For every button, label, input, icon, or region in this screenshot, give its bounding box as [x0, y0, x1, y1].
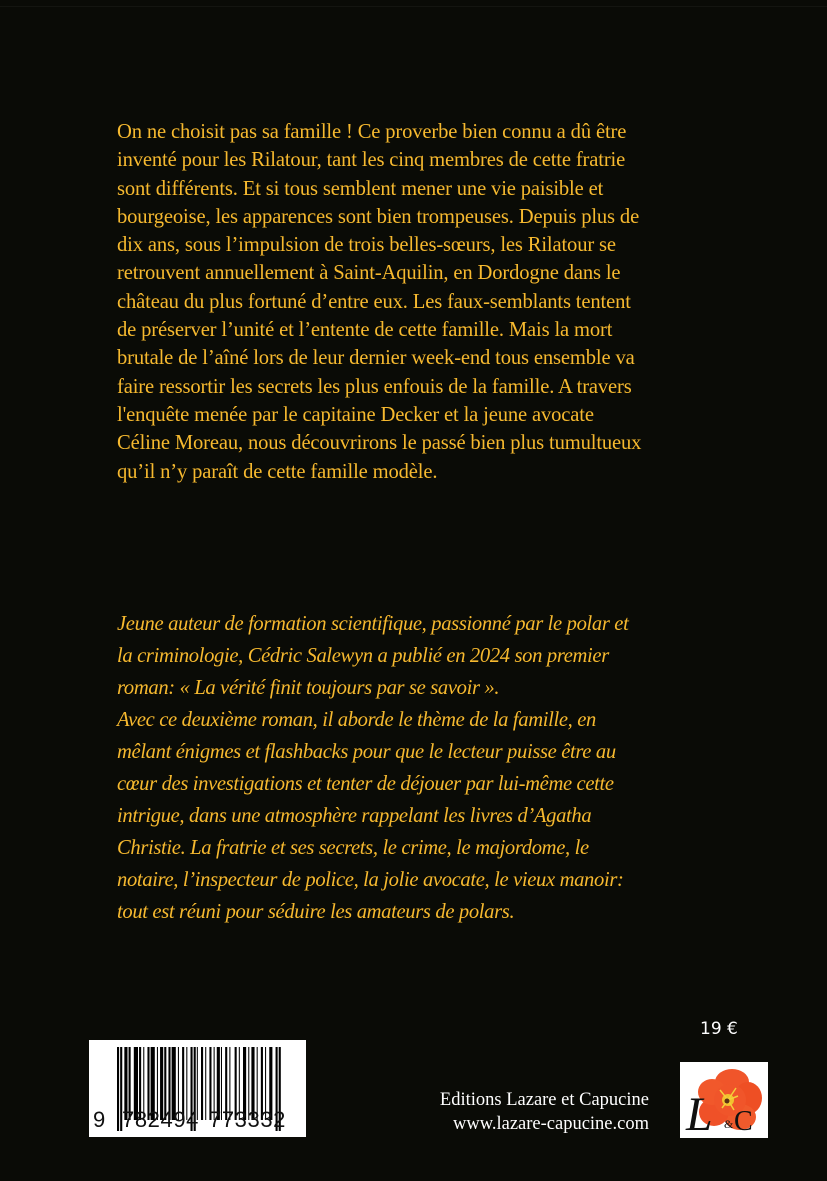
publisher-logo — [680, 1062, 768, 1138]
synopsis-line: l'enquête menée par le capitaine Decker et la jeune avocate — [117, 403, 594, 426]
bio-line: cœur des investigations et tenter de déjouer par lui-même cette — [117, 773, 614, 795]
author-bio-paragraph — [117, 608, 757, 928]
synopsis-line: brutale de l’aîné lors de leur dernier week-end tous ensemble va — [117, 347, 635, 370]
barcode-left-digits: 782494 — [122, 1107, 200, 1132]
isbn-barcode — [89, 1040, 306, 1137]
publisher-info — [440, 1088, 649, 1136]
synopsis-line: sont différents. Et si tous semblent mener une vie paisible et — [117, 177, 604, 200]
synopsis-line: On ne choisit pas sa famille ! Ce proverbe bien connu a dû être — [117, 121, 627, 143]
bio-line: tout est réuni pour séduire les amateurs de polars. — [117, 901, 515, 923]
synopsis-line: faire ressortir les secrets les plus enfouis de la famille. A travers — [117, 375, 632, 398]
bio-line: mêlant énigmes et flashbacks pour que le lecteur puisse être au — [117, 741, 616, 763]
synopsis-line: dix ans, sous l’impulsion de trois belles-sœurs, les Rilatour se — [117, 234, 616, 257]
bio-line: la criminologie, Cédric Salewyn a publié en 2024 son premier — [117, 645, 609, 667]
publisher-url[interactable]: www.lazare-capucine.com — [452, 1114, 649, 1134]
bio-line: Jeune auteur de formation scientifique, passionné par le polar et — [117, 613, 629, 635]
flower-logo-icon — [680, 1062, 768, 1138]
synopsis-line: château du plus fortuné d’entre eux. Les faux-semblants tentent — [117, 290, 631, 313]
barcode-first-digit: 9 — [93, 1107, 106, 1132]
barcode-right-digits: 773332 — [209, 1107, 287, 1132]
logo-letter-c: C — [734, 1106, 753, 1137]
synopsis-line: bourgeoise, les apparences sont bien trompeuses. Depuis plus de — [117, 205, 640, 228]
barcode-bar — [205, 1047, 206, 1120]
logo-ampersand: & — [724, 1117, 734, 1131]
synopsis-line: Céline Moreau, nous découvrirons le passé bien plus tumultueux — [117, 432, 642, 455]
publisher-name: Editions Lazare et Capucine — [439, 1090, 649, 1110]
barcode-bar — [201, 1047, 203, 1120]
synopsis-line: inventé pour les Rilatour, tant les cinq membres de cette fratrie — [117, 149, 626, 172]
top-edge-line — [0, 6, 827, 7]
logo-letter-l: L — [686, 1088, 713, 1138]
synopsis-paragraph — [117, 118, 757, 486]
price-label: 19 € — [700, 1019, 738, 1039]
bio-line: intrigue, dans une atmosphère rappelant les livres d’Agatha — [117, 805, 592, 827]
synopsis-line: retrouvent annuellement à Saint-Aquilin, en Dordogne dans le — [117, 262, 621, 285]
bio-line: Christie. La fratrie et ses secrets, le crime, le majordome, le — [117, 837, 589, 859]
barcode-bar — [117, 1047, 119, 1131]
synopsis-line: qu’il n’y paraît de cette famille modèle. — [117, 460, 438, 483]
synopsis-line: de préserver l’unité et l’entente de cette famille. Mais la mort — [117, 319, 613, 342]
bio-line: roman: « La vérité finit toujours par se savoir ». — [117, 677, 500, 699]
bio-line: notaire, l’inspecteur de police, la jolie avocate, le vieux manoir: — [117, 869, 624, 891]
bio-line: Avec ce deuxième roman, il aborde le thème de la famille, en — [117, 709, 596, 731]
